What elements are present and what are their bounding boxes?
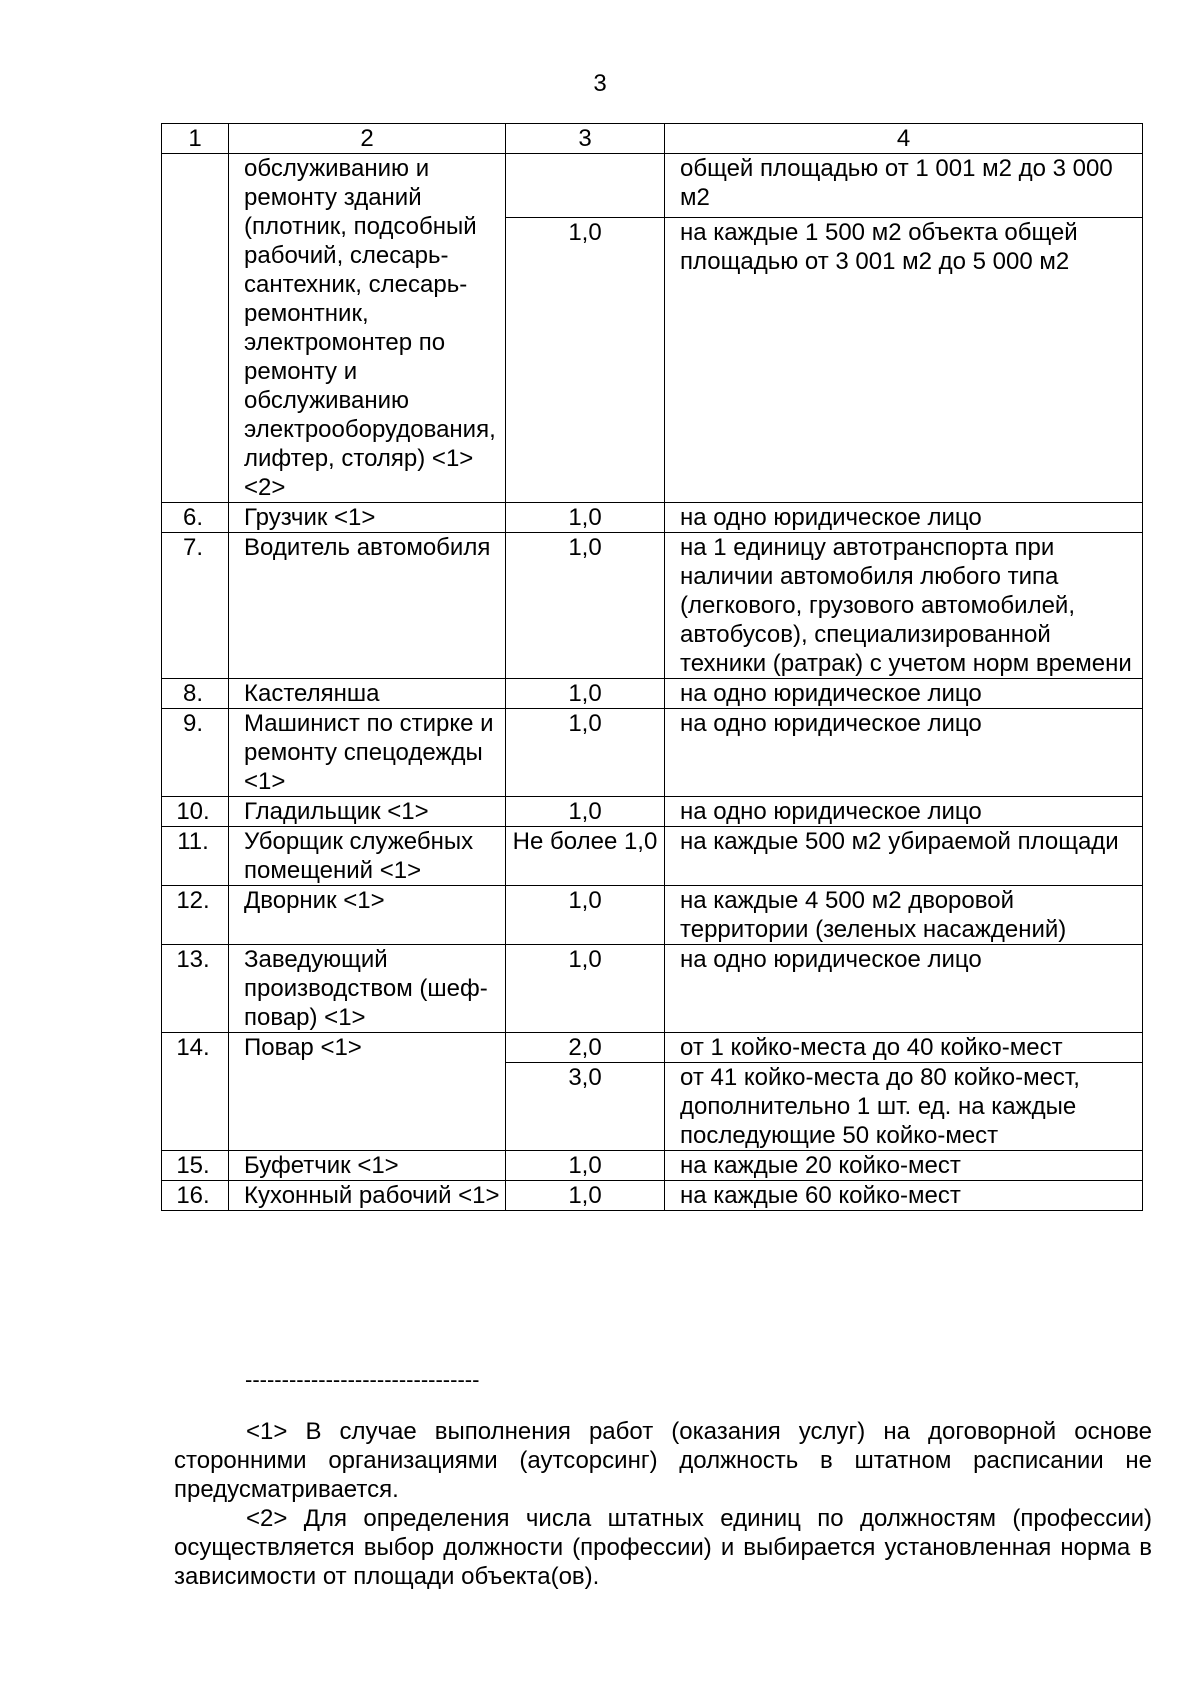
footnote-2: <2> Для определения числа штатных единиц по должностям (профессии) осуществляется выбор должности (профессии) и выбирается установленная норма в зависимости от площади объекта(ов).	[174, 1505, 1152, 1590]
norm-value: 3,0	[506, 1063, 665, 1151]
norm-basis: на каждые 60 койко-мест	[665, 1181, 1143, 1211]
table-row	[162, 1151, 1143, 1181]
position-title: Водитель автомобиля	[229, 533, 506, 679]
norm-basis: на одно юридическое лицо	[665, 679, 1143, 709]
norm-value: 1,0	[506, 679, 665, 709]
norm-value: 1,0	[506, 1151, 665, 1181]
norm-value: 1,0	[506, 217, 665, 502]
table-row	[162, 1033, 1143, 1063]
norm-value: 1,0	[506, 1181, 665, 1211]
norm-basis: на каждые 1 500 м2 объекта общей площадью от 3 001 м2 до 5 000 м2	[665, 217, 1143, 502]
header-row	[162, 124, 1143, 154]
norm-value: 1,0	[506, 797, 665, 827]
norm-basis: на каждые 4 500 м2 дворовой территории (зеленых насаждений)	[665, 886, 1143, 945]
norm-basis: на одно юридическое лицо	[665, 945, 1143, 1033]
table-row	[162, 709, 1143, 797]
norm-value: 2,0	[506, 1033, 665, 1063]
norm-basis: на каждые 500 м2 убираемой площади	[665, 827, 1143, 886]
position-title: Заведующий производством (шеф-повар) <1>	[229, 945, 506, 1033]
norm-basis: на 1 единицу автотранспорта при наличии автомобиля любого типа (легкового, грузового автомобилей, автобусов), специализированной техники (ратрак) с учетом норм времени	[665, 533, 1143, 679]
page-number: 3	[593, 70, 607, 97]
position-title: Уборщик служебных помещений <1>	[229, 827, 506, 886]
norm-basis: от 1 койко-места до 40 койко-мест	[665, 1033, 1143, 1063]
header-cell: 4	[665, 124, 1143, 154]
staffing-norms-table	[161, 123, 1143, 1211]
norm-value: 1,0	[506, 886, 665, 945]
row-number	[162, 154, 229, 503]
position-title: обслуживанию и ремонту зданий (плотник, подсобный рабочий, слесарь-сантехник, слесарь-ремонтник, электромонтер по ремонту и обслуживанию электрооборудования, лифтер, столяр) <1> <2>	[229, 154, 506, 503]
row-number: 8.	[162, 679, 229, 709]
row-number: 14.	[162, 1033, 229, 1151]
norm-value: 1,0	[506, 533, 665, 679]
header-cell: 1	[162, 124, 229, 154]
norm-basis: общей площадью от 1 001 м2 до 3 000 м2	[665, 154, 1143, 218]
footnote-separator: --------------------------------	[245, 1367, 480, 1392]
position-title: Грузчик <1>	[229, 503, 506, 533]
table-row	[162, 679, 1143, 709]
position-title: Кухонный рабочий <1>	[229, 1181, 506, 1211]
row-number: 12.	[162, 886, 229, 945]
table-row	[162, 1181, 1143, 1211]
table-row	[162, 945, 1143, 1033]
position-title: Машинист по стирке и ремонту спецодежды <1>	[229, 709, 506, 797]
norm-basis: на одно юридическое лицо	[665, 797, 1143, 827]
row-number: 7.	[162, 533, 229, 679]
norm-value: 1,0	[506, 945, 665, 1033]
norm-value	[506, 154, 665, 218]
row-number: 6.	[162, 503, 229, 533]
position-title: Кастелянша	[229, 679, 506, 709]
table-row	[162, 503, 1143, 533]
norm-basis: на одно юридическое лицо	[665, 503, 1143, 533]
row-number: 16.	[162, 1181, 229, 1211]
norm-basis: на одно юридическое лицо	[665, 709, 1143, 797]
norm-value: Не более 1,0	[506, 827, 665, 886]
table-row	[162, 886, 1143, 945]
table-row	[162, 827, 1143, 886]
position-title: Дворник <1>	[229, 886, 506, 945]
position-title: Буфетчик <1>	[229, 1151, 506, 1181]
row-number: 15.	[162, 1151, 229, 1181]
row-number: 10.	[162, 797, 229, 827]
table-row	[162, 533, 1143, 679]
norm-basis: на каждые 20 койко-мест	[665, 1151, 1143, 1181]
position-title: Гладильщик <1>	[229, 797, 506, 827]
table-row	[162, 154, 1143, 218]
norm-basis: от 41 койко-места до 80 койко-мест, дополнительно 1 шт. ед. на каждые последующие 50 койко-мест	[665, 1063, 1143, 1151]
header-cell: 2	[229, 124, 506, 154]
row-number: 9.	[162, 709, 229, 797]
position-title: Повар <1>	[229, 1033, 506, 1151]
row-number: 11.	[162, 827, 229, 886]
norm-value: 1,0	[506, 503, 665, 533]
footnote-1: <1> В случае выполнения работ (оказания услуг) на договорной основе сторонними организациями (аутсорсинг) должность в штатном расписании не предусматривается.	[174, 1418, 1152, 1503]
header-cell: 3	[506, 124, 665, 154]
norm-value: 1,0	[506, 709, 665, 797]
table-row	[162, 797, 1143, 827]
row-number: 13.	[162, 945, 229, 1033]
